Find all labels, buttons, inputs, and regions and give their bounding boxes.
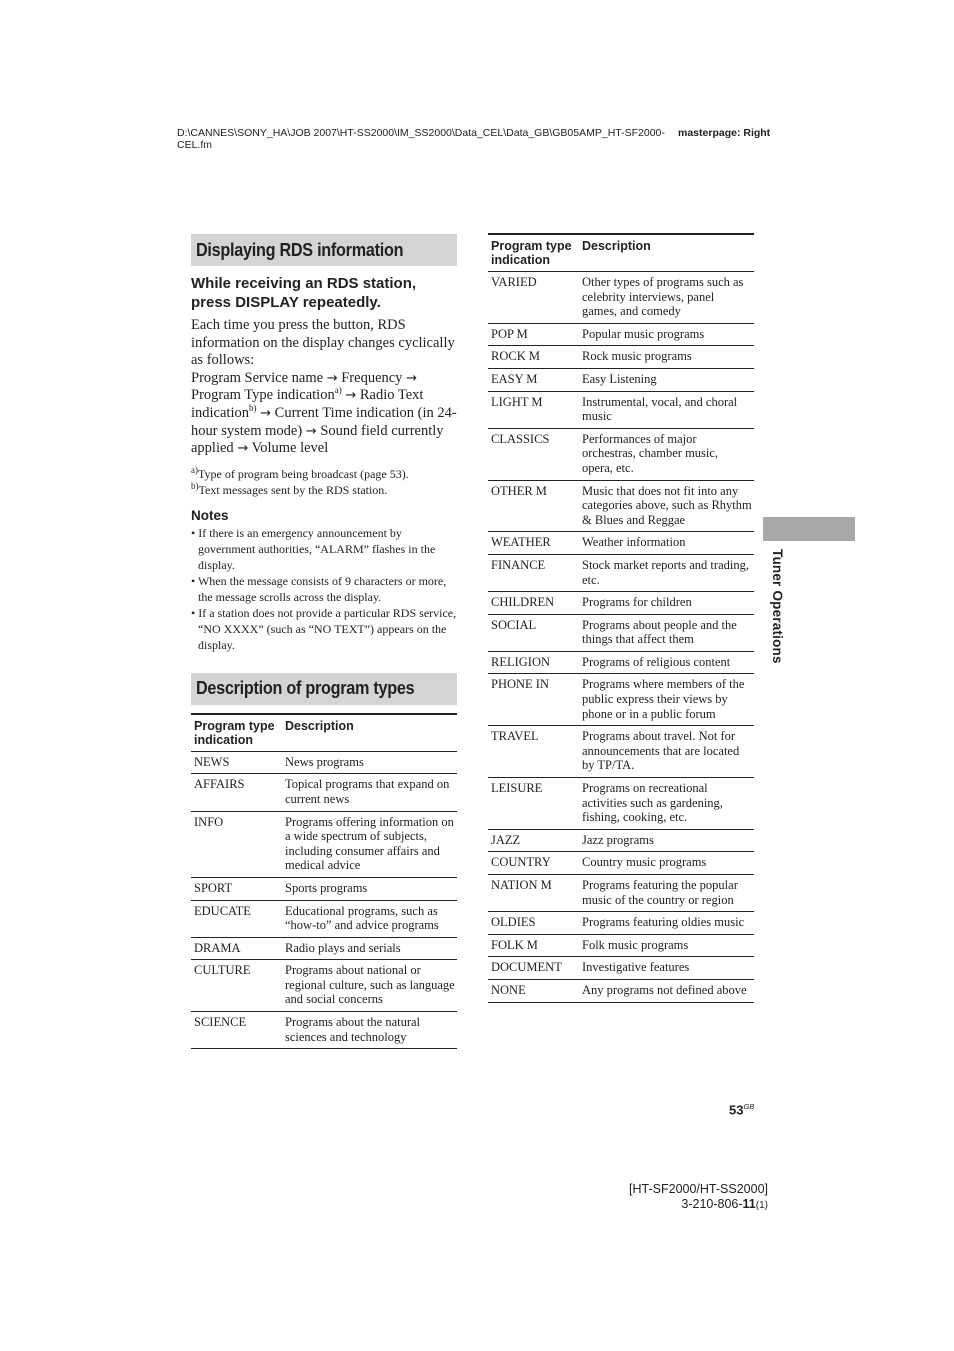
program-type-code: EASY M — [488, 368, 579, 391]
section-bar-rds — [191, 234, 457, 266]
table-row — [488, 979, 754, 1002]
program-type-description: Other types of programs such as celebrity interviews, panel games, and comedy — [579, 272, 754, 324]
side-section-label: Tuner Operations — [770, 549, 785, 664]
footnote-ref-b: b) — [249, 403, 257, 414]
program-type-code: FOLK M — [488, 934, 579, 957]
program-type-code: INFO — [191, 811, 282, 877]
table-row — [488, 368, 754, 391]
seq-frequency: Frequency — [341, 369, 403, 386]
table-row — [191, 1012, 457, 1049]
program-type-code: OLDIES — [488, 912, 579, 935]
program-type-description: Easy Listening — [579, 368, 754, 391]
program-type-description: Popular music programs — [579, 323, 754, 346]
program-type-description: Folk music programs — [579, 934, 754, 957]
arrow-right-icon: → — [237, 441, 249, 457]
seq-volume-level: Volume level — [251, 440, 329, 457]
table-row — [488, 912, 754, 935]
table-row — [488, 852, 754, 875]
program-type-code: PHONE IN — [488, 674, 579, 726]
program-type-description: Programs about the natural sciences and technology — [282, 1012, 457, 1049]
program-type-code: LEISURE — [488, 778, 579, 830]
right-column — [488, 233, 754, 1003]
program-type-code: TRAVEL — [488, 726, 579, 778]
program-type-code: POP M — [488, 323, 579, 346]
arrow-right-icon: → — [260, 405, 272, 421]
table-row — [191, 811, 457, 877]
table-row — [488, 829, 754, 852]
seq-current-time: Current Time indication (in 24-hour system mode) — [191, 404, 457, 439]
program-type-description: Programs featuring oldies music — [579, 912, 754, 935]
table-row — [488, 957, 754, 980]
program-type-code: SOCIAL — [488, 614, 579, 651]
seq-program-service-name: Program Service name — [191, 369, 324, 386]
program-type-description: Rock music programs — [579, 346, 754, 369]
program-type-description: Programs where members of the public express their views by phone or in a public forum — [579, 674, 754, 726]
program-type-code: DOCUMENT — [488, 957, 579, 980]
program-type-code: DRAMA — [191, 937, 282, 960]
rds-intro: Each time you press the button, RDS information on the display changes cyclically as follows: — [191, 317, 455, 369]
program-type-description: Educational programs, such as “how-to” and advice programs — [282, 900, 457, 937]
program-type-description: Programs of religious content — [579, 651, 754, 674]
program-types-table-left — [191, 713, 457, 1050]
program-type-code: CLASSICS — [488, 428, 579, 480]
program-type-description: Jazz programs — [579, 829, 754, 852]
program-type-description: Programs offering information on a wide spectrum of subjects, including consumer affairs and medical advice — [282, 811, 457, 877]
program-type-description: Any programs not defined above — [579, 979, 754, 1002]
table-row — [488, 428, 754, 480]
table-row — [488, 391, 754, 428]
footer-model-info — [629, 1182, 768, 1213]
table-row — [488, 272, 754, 324]
note-item: • When the message consists of 9 characters or more, the message scrolls across the display. — [191, 573, 447, 604]
program-type-code: ROCK M — [488, 346, 579, 369]
table-row — [488, 674, 754, 726]
col-header-description: Description — [579, 234, 754, 272]
footer-code: 3-210-806-11(1) — [681, 1197, 768, 1211]
seq-radio-text: Radio Text indication — [191, 387, 424, 421]
table-row — [191, 937, 457, 960]
program-type-code: LIGHT M — [488, 391, 579, 428]
footnote-a: $^{a)}$Type of program being broadcast (page 53). — [191, 464, 409, 481]
side-tab-marker — [763, 517, 855, 541]
table-row — [488, 934, 754, 957]
arrow-right-icon: → — [326, 370, 338, 386]
table-row — [488, 651, 754, 674]
footnotes — [191, 466, 457, 498]
program-type-description: Sports programs — [282, 877, 457, 900]
table-row — [191, 900, 457, 937]
program-type-description: Topical programs that expand on current news — [282, 774, 457, 811]
rds-subhead: While receiving an RDS station, press DISPLAY repeatedly. — [191, 275, 417, 311]
program-type-description: News programs — [282, 751, 457, 774]
program-type-code: AFFAIRS — [191, 774, 282, 811]
rds-sequence — [191, 370, 457, 458]
left-column — [191, 234, 457, 1049]
program-type-description: Programs for children — [579, 592, 754, 615]
footnote-ref-a: a) — [334, 385, 342, 396]
program-type-code: WEATHER — [488, 532, 579, 555]
header-masterpage: masterpage: Right — [678, 127, 771, 139]
program-type-code: NONE — [488, 979, 579, 1002]
program-type-description: Performances of major orchestras, chamber music, opera, etc. — [579, 428, 754, 480]
footnote-b: $^{b)}$Text messages sent by the RDS station. — [191, 480, 388, 497]
table-row — [488, 778, 754, 830]
table-row — [488, 346, 754, 369]
col-header-indication: Program type indication — [488, 234, 579, 272]
header-file-path: D:\CANNES\SONY_HA\JOB 2007\HT-SS2000\IM_SS2000\Data_CEL\Data_GB\GB05AMP_HT-SF2000-CEL.fm — [177, 127, 665, 151]
program-type-description: Programs featuring the popular music of the country or region — [579, 875, 754, 912]
arrow-right-icon: → — [305, 423, 317, 439]
program-type-code: NATION M — [488, 875, 579, 912]
section-title-rds: Displaying RDS information — [196, 239, 404, 260]
table-row — [488, 875, 754, 912]
section-title-program-types: Description of program types — [196, 678, 415, 699]
program-type-code: SPORT — [191, 877, 282, 900]
program-type-code: VARIED — [488, 272, 579, 324]
program-type-description: Radio plays and serials — [282, 937, 457, 960]
table-row — [488, 614, 754, 651]
note-item: • If a station does not provide a particular RDS service, “NO XXXX” (such as “NO TEXT”) appears on the display. — [191, 605, 457, 652]
seq-sound-field: Sound field currently applied — [191, 422, 444, 457]
rds-body — [191, 317, 457, 458]
table-row — [191, 960, 457, 1012]
program-type-code: JAZZ — [488, 829, 579, 852]
program-type-description: Programs about people and the things that affect them — [579, 614, 754, 651]
program-type-code: EDUCATE — [191, 900, 282, 937]
program-type-description: Music that does not fit into any categories above, such as Rhythm & Blues and Reggae — [579, 480, 754, 532]
program-type-code: COUNTRY — [488, 852, 579, 875]
table-row — [191, 877, 457, 900]
program-type-description: Country music programs — [579, 852, 754, 875]
program-type-description: Programs about national or regional culture, such as language and social concerns — [282, 960, 457, 1012]
program-type-code: CHILDREN — [488, 592, 579, 615]
program-type-description: Stock market reports and trading, etc. — [579, 554, 754, 591]
program-type-description: Investigative features — [579, 957, 754, 980]
table-row — [488, 726, 754, 778]
program-type-code: NEWS — [191, 751, 282, 774]
program-type-code: SCIENCE — [191, 1012, 282, 1049]
program-type-code: OTHER M — [488, 480, 579, 532]
table-row — [191, 751, 457, 774]
note-item: • If there is an emergency announcement by government authorities, “ALARM” flashes in the display. — [191, 525, 436, 572]
program-type-description: Programs on recreational activities such as gardening, fishing, cooking, etc. — [579, 778, 754, 830]
program-type-description: Weather information — [579, 532, 754, 555]
table-row — [488, 554, 754, 591]
footer-model: [HT-SF2000/HT-SS2000] — [629, 1182, 768, 1196]
table-row — [191, 774, 457, 811]
program-type-description: Programs about travel. Not for announcements that are located by TP/TA. — [579, 726, 754, 778]
table-row — [488, 532, 754, 555]
col-header-indication: Program type indication — [191, 714, 282, 752]
arrow-right-icon: → — [406, 370, 417, 386]
table-row — [488, 592, 754, 615]
notes-list — [191, 525, 457, 653]
program-type-code: CULTURE — [191, 960, 282, 1012]
section-bar-program-types — [191, 673, 457, 705]
program-type-description: Instrumental, vocal, and choral music — [579, 391, 754, 428]
col-header-description: Description — [282, 714, 457, 752]
page-number: $53^{GB}$ — [729, 1102, 755, 1118]
program-type-code: RELIGION — [488, 651, 579, 674]
seq-program-type: Program Type indication — [191, 387, 335, 404]
table-row — [488, 323, 754, 346]
program-type-code: FINANCE — [488, 554, 579, 591]
arrow-right-icon: → — [345, 388, 357, 404]
notes-heading: Notes — [191, 507, 229, 523]
program-types-table-right — [488, 233, 754, 1003]
table-row — [488, 480, 754, 532]
